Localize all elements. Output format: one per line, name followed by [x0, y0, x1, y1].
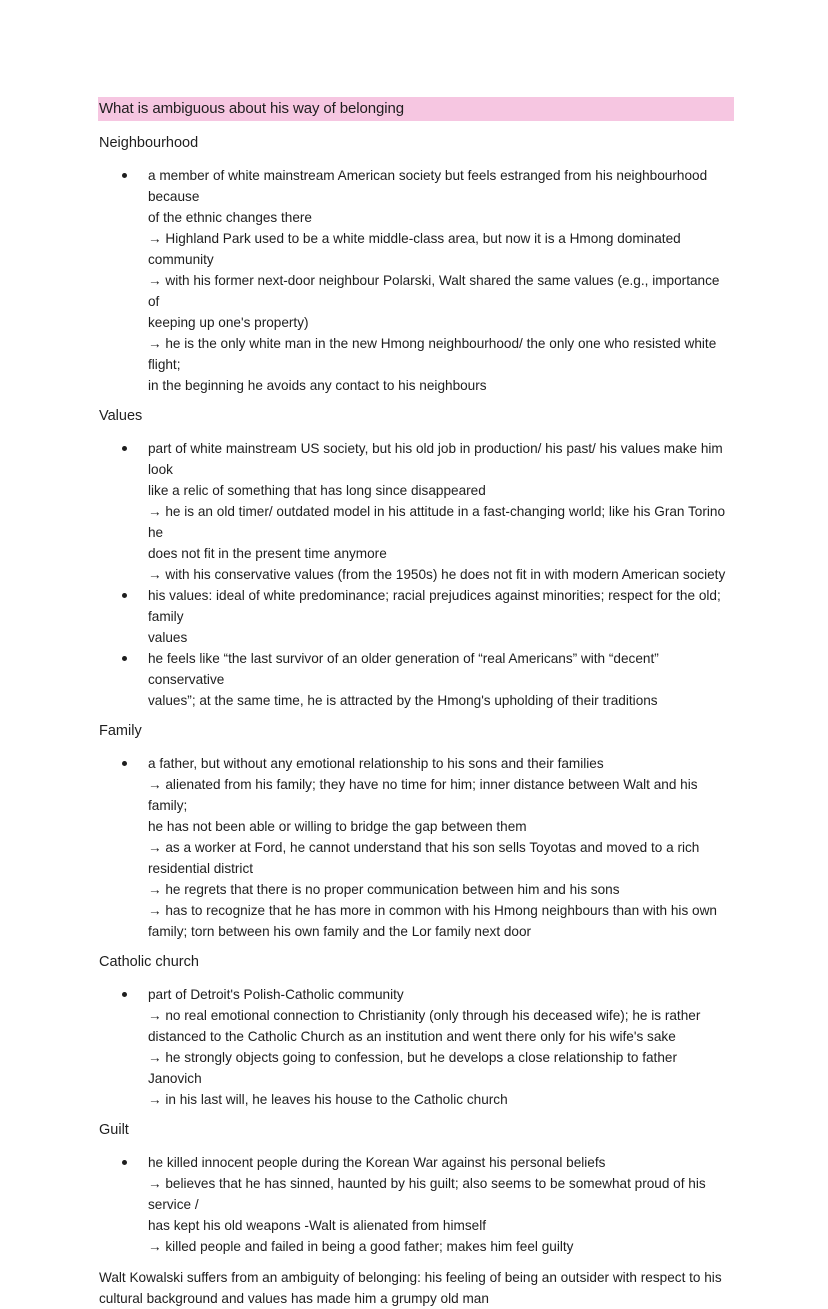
bullet-list — [98, 438, 734, 711]
bullet-line: of the ethnic changes there — [148, 210, 312, 225]
bullet-line: → with his conservative values (from the 1950s) he does not fit in with modern American society — [148, 567, 726, 582]
bullet-line: → believes that he has sinned, haunted by his guilt; also seems to be somewhat proud of his service / — [148, 1176, 706, 1212]
bullet-line: → he is an old timer/ outdated model in his attitude in a fast-changing world; like his Gran Torino he — [148, 504, 726, 540]
section-heading: Values — [99, 408, 143, 424]
section-heading: Family — [99, 723, 142, 739]
section-heading: Guilt — [99, 1122, 129, 1138]
bullet-item — [98, 165, 734, 396]
bullet-line: → in his last will, he leaves his house to the Catholic church — [148, 1092, 508, 1107]
bullet-line: he feels like “the last survivor of an older generation of “real Americans” with “decent” conservative — [148, 651, 659, 687]
bullet-line: values”; at the same time, he is attracted by the Hmong's upholding of their traditions — [148, 693, 658, 708]
summary-line: cultural background and values has made him a grumpy old man — [99, 1291, 489, 1306]
bullet-line: residential district — [148, 861, 254, 876]
bullet-line: → Highland Park used to be a white middle-class area, but now it is a Hmong dominated community — [148, 231, 681, 267]
bullet-item — [98, 1152, 734, 1257]
bullet-line: a member of white mainstream American society but feels estranged from his neighbourhood because — [148, 168, 708, 204]
bullet-line: → as a worker at Ford, he cannot understand that his son sells Toyotas and moved to a rich — [148, 840, 700, 855]
bullet-line: → he is the only white man in the new Hmong neighbourhood/ the only one who resisted white flight; — [148, 336, 717, 372]
bullet-line: keeping up one's property) — [148, 315, 309, 330]
bullet-list — [98, 753, 734, 942]
bullet-line: does not fit in the present time anymore — [148, 546, 387, 561]
bullet-line: → with his former next-door neighbour Polarski, Walt shared the same values (e.g., importance of — [148, 273, 720, 309]
summary-paragraph — [99, 1267, 734, 1309]
bullet-list — [98, 984, 734, 1110]
bullet-line: family; torn between his own family and the Lor family next door — [148, 924, 532, 939]
bullet-item — [98, 984, 734, 1110]
bullet-line: part of Detroit's Polish-Catholic community — [148, 987, 404, 1002]
bullet-line: part of white mainstream US society, but his old job in production/ his past/ his values make him look — [148, 441, 723, 477]
document-title: What is ambiguous about his way of belonging — [98, 97, 734, 121]
bullet-line: → he strongly objects going to confession, but he develops a close relationship to father Janovich — [148, 1050, 677, 1086]
section-heading: Catholic church — [99, 954, 199, 970]
bullet-list — [98, 165, 734, 396]
sections-container — [98, 133, 734, 1257]
summary-line: Walt Kowalski suffers from an ambiguity of belonging: his feeling of being an outsider with respect to his — [99, 1270, 722, 1285]
bullet-line: → no real emotional connection to Christianity (only through his deceased wife); he is rather — [148, 1008, 701, 1023]
bullet-line: → killed people and failed in being a good father; makes him feel guilty — [148, 1239, 574, 1254]
bullet-item — [98, 438, 734, 585]
bullet-item — [98, 753, 734, 942]
bullet-item — [98, 585, 734, 648]
document-page — [98, 97, 734, 1309]
bullet-line: like a relic of something that has long since disappeared — [148, 483, 486, 498]
bullet-line: → alienated from his family; they have no time for him; inner distance between Walt and his family; — [148, 777, 698, 813]
bullet-line: → has to recognize that he has more in common with his Hmong neighbours than with his own — [148, 903, 717, 918]
section-heading: Neighbourhood — [99, 135, 199, 151]
bullet-line: values — [148, 630, 188, 645]
bullet-list — [98, 1152, 734, 1257]
bullet-line: → he regrets that there is no proper communication between him and his sons — [148, 882, 620, 897]
bullet-item — [98, 648, 734, 711]
bullet-line: distanced to the Catholic Church as an institution and went there only for his wife's sake — [148, 1029, 676, 1044]
bullet-line: a father, but without any emotional relationship to his sons and their families — [148, 756, 604, 771]
bullet-line: his values: ideal of white predominance; racial prejudices against minorities; respect for the old; family — [148, 588, 721, 624]
bullet-line: has kept his old weapons -Walt is alienated from himself — [148, 1218, 486, 1233]
bullet-line: he killed innocent people during the Korean War against his personal beliefs — [148, 1155, 606, 1170]
bullet-line: in the beginning he avoids any contact to his neighbours — [148, 378, 487, 393]
bullet-line: he has not been able or willing to bridge the gap between them — [148, 819, 527, 834]
